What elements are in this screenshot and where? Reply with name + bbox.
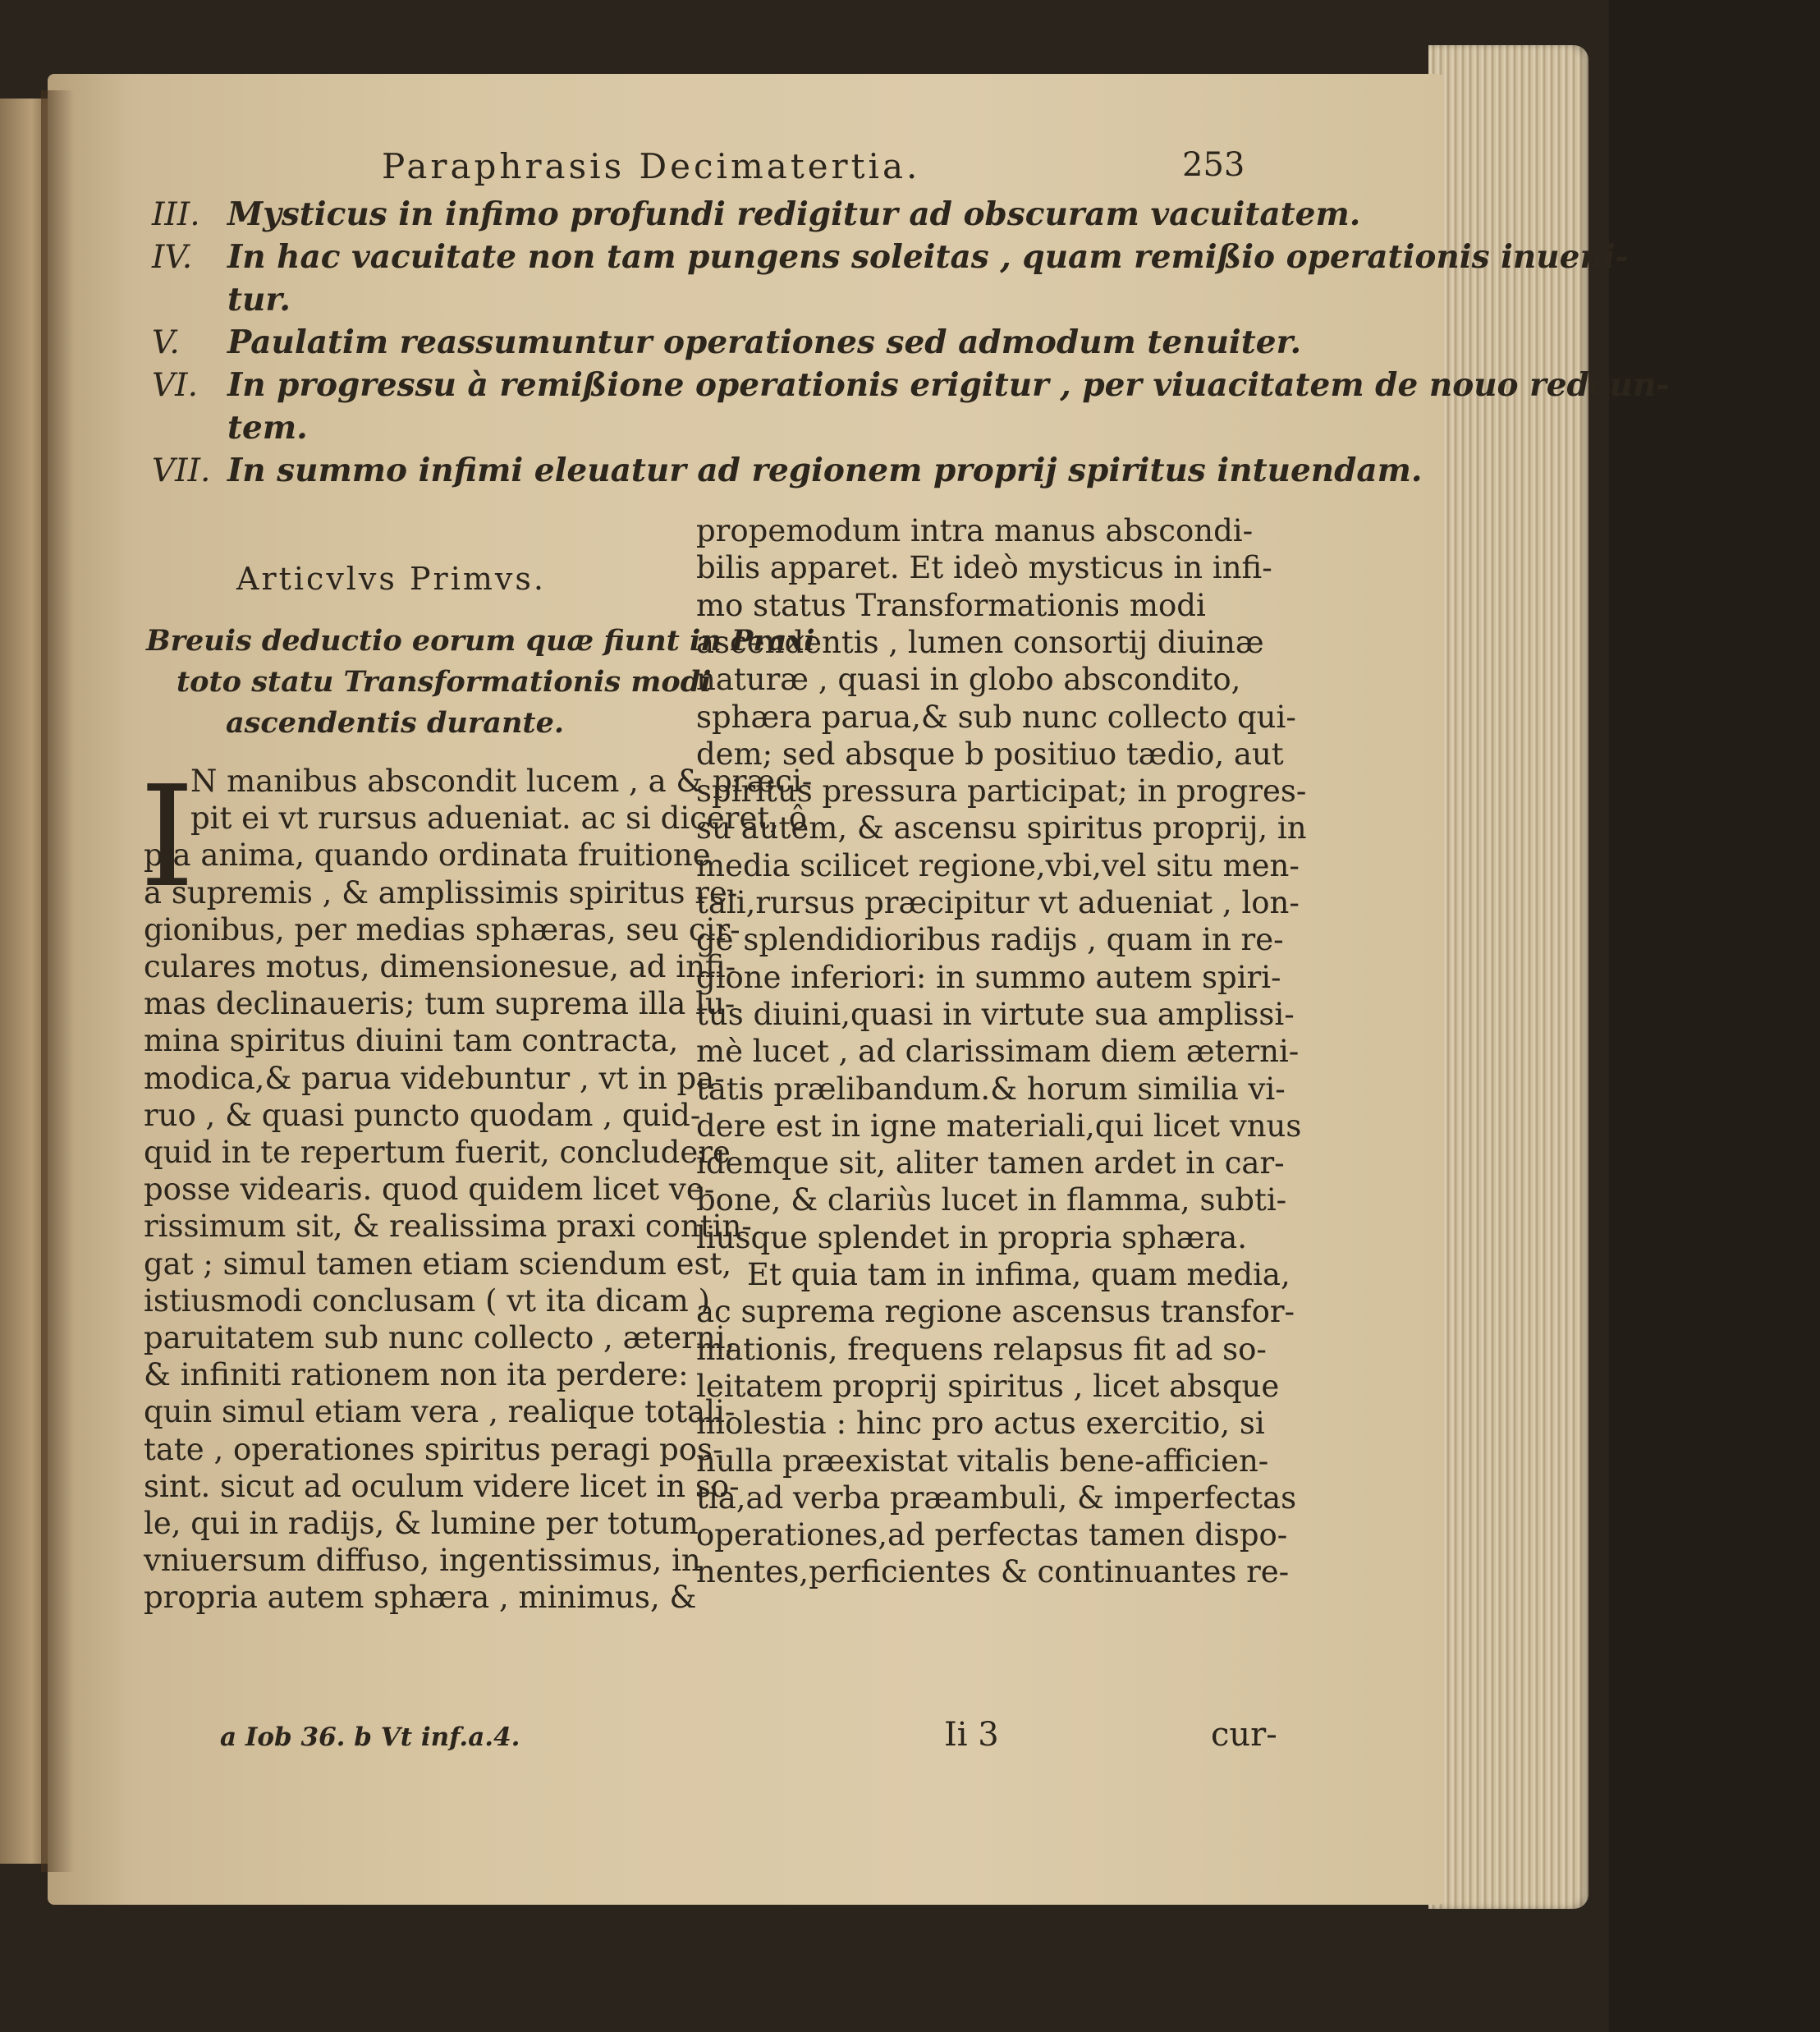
left-column-line: pia anima, quando ordinata fruitione <box>144 837 711 874</box>
right-column-line: su autem, & ascensu spiritus proprij, in <box>696 810 1307 846</box>
left-column-line: posse videaris. quod quidem licet ve- <box>144 1172 715 1208</box>
left-column-line: sint. sicut ad oculum videre licet in so- <box>144 1468 740 1504</box>
left-column-line: modica,& parua videbuntur , vt in pa- <box>144 1060 725 1096</box>
left-column-line: quid in te repertum fuerit, concludere <box>144 1135 731 1170</box>
right-column-line: ascendentis , lumen consortij diuinæ <box>696 624 1264 660</box>
article-title: Articvlvs Primvs. <box>236 561 546 597</box>
right-column-line: dem; sed absque b positiuo tædio, aut <box>696 736 1284 772</box>
right-column-line: naturæ , quasi in globo abscondito, <box>696 662 1241 698</box>
summary-item: tur. <box>227 281 291 319</box>
right-column-line: spiritus pressura participat; in progres- <box>696 773 1307 810</box>
right-column-line: liusque splendet in propria sphæra. <box>696 1219 1247 1255</box>
right-column-line: mè lucet , ad clarissimam diem æterni- <box>696 1034 1300 1070</box>
left-column-line: tate , operationes spiritus peragi pos- <box>144 1431 723 1467</box>
right-column-line: ac suprema regione ascensus transfor- <box>696 1294 1295 1330</box>
catchword: cur- <box>1211 1716 1277 1754</box>
right-column-line: bilis apparet. Et ideò mysticus in infi- <box>696 550 1272 586</box>
summary-item: IV. In hac vacuitate non tam pungens soleitas , quam remißio operationis inueni- <box>152 238 1629 276</box>
footnotes: a Iob 36. b Vt inf.a.4. <box>220 1722 520 1752</box>
summary-item: VII. In summo infimi eleuatur ad regionem proprij spiritus intuendam. <box>152 452 1423 489</box>
right-column-line: idemque sit, aliter tamen ardet in car- <box>696 1145 1285 1181</box>
background <box>1609 0 1820 2032</box>
signature-mark: Ii 3 <box>944 1716 999 1754</box>
left-column-line: gat ; simul tamen etiam sciendum est, <box>144 1245 732 1282</box>
right-column-line: operationes,ad perfectas tamen dispo- <box>696 1517 1288 1553</box>
left-column-line: à supremis , & amplissimis spiritus re- <box>144 874 738 911</box>
left-column-line: istiusmodi conclusam ( vt ita dicam ) <box>144 1282 710 1319</box>
left-column-line: N manibus abscondit lucem , a & præci- <box>190 764 813 799</box>
summary-item: VI. In progressu à remißione operationis erigitur , per viuacitatem de nouo redeun- <box>152 366 1670 404</box>
left-column-line: pit ei vt rursus adueniat. ac si diceret, ô <box>190 800 808 837</box>
left-column-line: le, qui in radijs, & lumine per totum <box>144 1506 699 1541</box>
book-gutter <box>41 90 74 1872</box>
summary-item: III. Mysticus in infimo profundi redigitur ad obscuram vacuitatem. <box>152 195 1361 233</box>
left-column-line: vniuersum diffuso, ingentissimus, in <box>144 1543 701 1579</box>
right-column-line: tia,ad verba præambuli, & imperfectas <box>696 1479 1297 1516</box>
right-column-line: media scilicet regione,vbi,vel situ men- <box>696 847 1300 883</box>
right-column-line: dere est in igne materiali,qui licet vnus <box>696 1108 1302 1144</box>
page-number: 253 <box>1182 146 1245 184</box>
left-column-line: rissimum sit, & realissima praxi contin- <box>144 1209 752 1245</box>
left-column-line: ruo , & quasi puncto quodam , quid- <box>144 1097 701 1133</box>
article-heading-line: toto statu Transformationis modi <box>176 665 712 699</box>
right-column-line: gè splendidioribus radijs , quam in re- <box>696 922 1284 958</box>
right-column-line: Et quia tam in infima, quam media, <box>747 1257 1291 1292</box>
left-column-line: mas declinaueris; tum suprema illa lu- <box>144 986 736 1022</box>
right-column-line: propemodum intra manus abscondi- <box>696 513 1254 548</box>
right-column-line: tus diuini,quasi in virtute sua amplissi- <box>696 996 1295 1032</box>
right-column-line: sphæra parua,& sub nunc collecto qui- <box>696 699 1296 735</box>
left-column-line: culares motus, dimensionesue, ad infi- <box>144 949 736 984</box>
drop-cap: I <box>140 756 195 919</box>
right-column-line: nulla præexistat vitalis bene-afficien- <box>696 1443 1269 1479</box>
right-column-line: molestia : hinc pro actus exercitio, si <box>696 1406 1265 1442</box>
right-column-line: mationis, frequens relapsus fit ad so- <box>696 1331 1267 1367</box>
left-column-line: mina spiritus diuini tam contracta, <box>144 1023 679 1059</box>
summary-item: tem. <box>227 409 308 447</box>
left-column-line: & infiniti rationem non ita perdere: <box>144 1357 689 1393</box>
left-column-line: quin simul etiam vera , realique totali- <box>144 1394 736 1430</box>
right-column-line: bone, & clariùs lucet in flamma, subti- <box>696 1182 1287 1218</box>
article-heading-line: Breuis deductio eorum quæ fiunt in Praxi <box>146 624 815 658</box>
summary-item: V. Paulatim reassumuntur operationes sed admodum tenuiter. <box>152 323 1302 361</box>
left-column-line: gionibus, per medias sphæras, seu cir- <box>144 911 740 947</box>
right-column-line: gione inferiori: in summo autem spiri- <box>696 959 1281 995</box>
running-head: Paraphrasis Decimatertia. <box>382 146 921 186</box>
right-column-line: nentes,perficientes & continuantes re- <box>696 1554 1290 1590</box>
right-column-line: tatis prælibandum.& horum similia vi- <box>696 1071 1286 1107</box>
right-column-line: leitatem proprij spiritus , licet absque <box>696 1368 1280 1404</box>
page-edges <box>1428 45 1588 1909</box>
right-column-line: mo status Transformationis modi <box>696 587 1206 623</box>
article-heading-line: ascendentis durante. <box>226 706 565 740</box>
left-column-line: paruitatem sub nunc collecto , æterni, <box>144 1320 736 1355</box>
left-column-line: propria autem sphæra , minimus, & <box>144 1580 697 1616</box>
right-column-line: tali,rursus præcipitur vt adueniat , lon- <box>696 885 1300 920</box>
